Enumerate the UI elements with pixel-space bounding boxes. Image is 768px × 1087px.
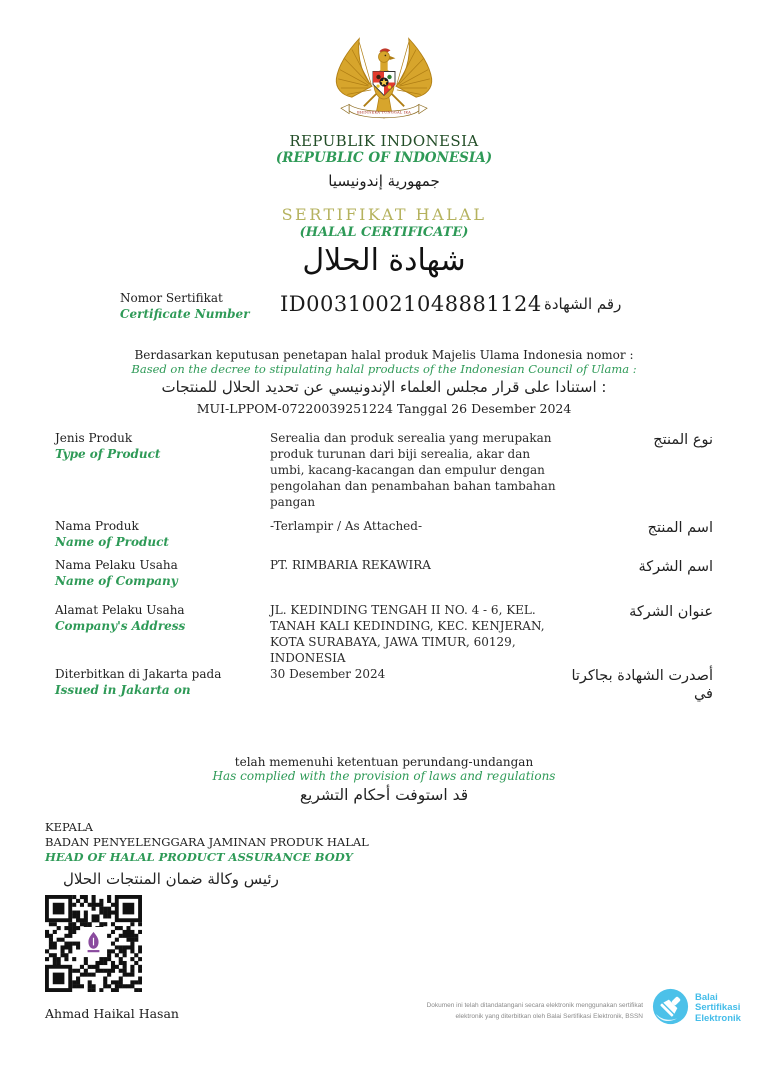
certificate-details [55,431,713,703]
signer-name: Ahmad Haikal Hasan [45,1006,179,1022]
compliance-line-ar: قد استوفت أحكام التشريع [299,786,469,805]
certificate-number-label-id: Nomor Sertifikat [120,291,223,305]
decree-line-ar: استنادا على قرار مجلس العلماء الإندونيسي عن تحديد الحلال للمنتجات : [161,378,607,397]
compliance-statement [0,755,768,804]
logo-text-line-3: Elektronik [695,1012,741,1024]
row-value: Serealia dan produk serealia yang merupakan produk turunan dari biji serealia, akar dan umbi, kacang-kacangan dan empulur dengan pengolahan dan penambahan bahan tambahan pangan [270,431,556,509]
row-value: JL. KEDINDING TENGAH II NO. 4 - 6, KEL. TANAH KALI KEDINDING, KEC. KENJERAN, KOTA SURABAYA, JAWA TIMUR, 60129, INDONESIA [270,603,545,666]
country-name-id: REPUBLIK INDONESIA [289,132,479,150]
row-label-en: Name of Product [55,534,169,549]
row-label-id: Alamat Pelaku Usaha [55,603,185,618]
stamp-icon [652,988,689,1029]
signatory-title-badan: BADAN PENYELENGGARA JAMINAN PRODUK HALAL [45,835,369,850]
row-value: 30 Desember 2024 [270,667,386,682]
certificate-title-en: (HALAL CERTIFICATE) [299,225,469,240]
emblem-motto: BHINNEKA TUNGGAL IKA [357,110,411,115]
row-label-en: Name of Company [55,573,178,588]
country-name-ar: جمهورية إندونيسيا [328,172,440,190]
signatory-title-kepala: KEPALA [45,820,93,835]
garuda-pancasila-emblem-icon [329,30,439,124]
row-label-ar: اسم المنتج [647,519,713,536]
row-value: -Terlampir / As Attached- [270,518,423,533]
row-label-ar: نوع المنتج [653,432,713,449]
signatory-title-en: HEAD OF HALAL PRODUCT ASSURANCE BODY [45,850,353,865]
detail-row-company-address [55,603,713,667]
compliance-line-id: telah memenuhi ketentuan perundang-undangan [234,755,534,770]
row-value: PT. RIMBARIA REKAWIRA [270,558,431,573]
detail-row-type-of-product [55,431,713,511]
detail-row-issued-date [55,667,713,703]
row-label-en: Company's Address [55,618,186,633]
row-label-ar: أصدرت الشهادة بجاكرتا في [571,668,713,703]
certificate-number-label-en: Certificate Number [120,306,250,321]
certificate-number-label-ar: رقم الشهادة [544,295,622,313]
logo-text [695,993,741,1024]
certificate-title-id: SERTIFIKAT HALAL [281,205,487,224]
logo-text-line-2: Sertifikasi [695,1002,741,1014]
qr-center-pen-icon [81,927,106,957]
disclaimer-line-1: Dokumen ini telah ditandatangani secara elektronik menggunakan sertifikat [426,1002,643,1009]
certificate-title-ar: شهادة الحلال [302,243,466,278]
decree-line-en: Based on the decree to stipulating halal products of the Indonesian Council of Ulama : [131,362,637,377]
certificate-number-value: ID00310021048881124 [280,292,542,316]
certificate-number-label [120,291,280,322]
row-label-id: Diterbitkan di Jakarta pada [55,667,222,682]
electronic-signature-disclaimer [343,1001,643,1022]
balai-sertifikasi-elektronik-logo [652,988,741,1029]
compliance-line-en: Has complied with the provision of laws and regulations [212,769,556,784]
row-label-ar: اسم الشركة [638,559,713,576]
decree-number: MUI-LPPOM-07220039251224 Tanggal 26 Desember 2024 [196,401,572,417]
detail-row-name-of-company [55,558,713,589]
qr-code [45,895,142,992]
certificate-number-row [0,291,768,322]
logo-text-line-1: Balai [695,991,718,1003]
row-label-id: Nama Pelaku Usaha [55,558,178,573]
signatory-title-ar: رئيس وكالة ضمان المنتجات الحلال [63,870,279,889]
row-label-ar: عنوان الشركة [629,604,713,621]
row-label-id: Jenis Produk [55,431,133,446]
decree-line-id: Berdasarkan keputusan penetapan halal produk Majelis Ulama Indonesia nomor : [134,348,634,363]
row-label-en: Type of Product [55,446,161,461]
signatory-block [45,820,768,888]
row-label-en: Issued in Jakarta on [55,682,191,697]
country-name-en: (REPUBLIC OF INDONESIA) [275,150,493,166]
decree-block [0,348,768,416]
disclaimer-line-2: elektronik yang diterbitkan oleh Balai Sertifikasi Elektronik, BSSN [455,1012,643,1020]
detail-row-name-of-product [55,519,713,550]
row-label-id: Nama Produk [55,518,139,533]
